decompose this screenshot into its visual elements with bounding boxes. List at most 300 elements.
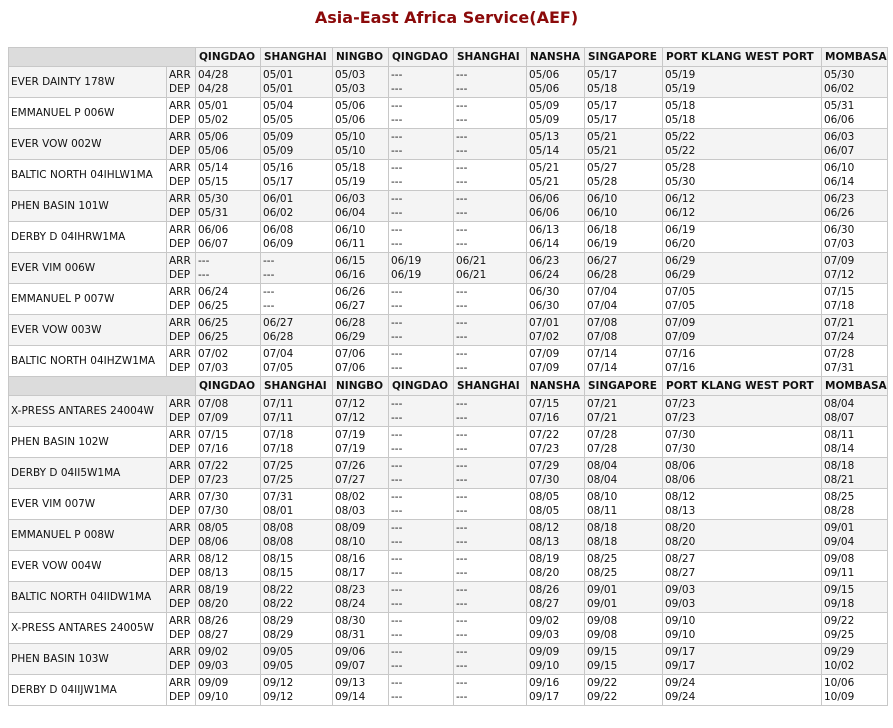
departure-date: 06/28: [587, 269, 618, 281]
schedule-cell: [822, 129, 888, 160]
arrival-date: 05/04: [263, 100, 294, 112]
schedule-cell: [822, 427, 888, 458]
schedule-cell: [454, 346, 527, 377]
schedule-cell: [527, 644, 585, 675]
arrival-date: 09/16: [529, 677, 560, 689]
departure-date: 07/12: [824, 269, 855, 281]
arrival-date: 09/24: [665, 677, 696, 689]
arrival-date: 08/08: [263, 522, 294, 534]
schedule-cell: [196, 427, 261, 458]
schedule-cell: [196, 644, 261, 675]
arrival-date: 08/27: [665, 553, 696, 565]
arrival-date: 05/30: [824, 69, 855, 81]
departure-date: 08/11: [587, 505, 618, 517]
schedule-cell: [663, 675, 822, 706]
departure-date: 08/06: [665, 474, 696, 486]
arrival-date: 06/12: [665, 193, 696, 205]
departure-date: 07/21: [587, 412, 618, 424]
schedule-cell: [333, 191, 389, 222]
arrival-date: 08/16: [335, 553, 366, 565]
arrival-date: ---: [391, 646, 403, 658]
schedule-cell: [527, 315, 585, 346]
arrival-date: 05/21: [587, 131, 618, 143]
schedule-cell: [196, 551, 261, 582]
departure-date: 08/05: [529, 505, 560, 517]
departure-date: ---: [391, 412, 403, 424]
arrival-date: 06/06: [529, 193, 560, 205]
arrival-date: ---: [456, 193, 468, 205]
vessel-name: DERBY D 04IIJW1MA: [9, 675, 167, 706]
arrival-date: ---: [456, 224, 468, 236]
schedule-cell: [822, 458, 888, 489]
schedule-cell: [822, 396, 888, 427]
arrival-date: 06/10: [587, 193, 618, 205]
vessel-row: [9, 675, 888, 706]
arrival-date: ---: [263, 255, 275, 267]
departure-date: 09/10: [198, 691, 229, 703]
arrival-date: 05/18: [335, 162, 366, 174]
schedule-cell: [454, 315, 527, 346]
departure-date: ---: [456, 176, 468, 188]
port-header: SINGAPORE: [585, 48, 663, 67]
departure-date: 05/17: [587, 114, 618, 126]
port-header: NINGBO: [333, 48, 389, 67]
schedule-cell: [663, 551, 822, 582]
schedule-cell: [333, 551, 389, 582]
vessel-row: [9, 222, 888, 253]
arrival-date: 07/19: [335, 429, 366, 441]
schedule-cell: [196, 191, 261, 222]
arrival-date: 08/18: [824, 460, 855, 472]
arrival-date: 09/17: [665, 646, 696, 658]
departure-date: 09/17: [529, 691, 560, 703]
departure-date: ---: [456, 238, 468, 250]
arr-dep-label: [167, 191, 196, 222]
departure-date: ---: [391, 238, 403, 250]
schedule-cell: [585, 613, 663, 644]
departure-date: 06/24: [529, 269, 560, 281]
vessel-name: EMMANUEL P 006W: [9, 98, 167, 129]
schedule-cell: [196, 253, 261, 284]
departure-date: 07/12: [335, 412, 366, 424]
arrival-date: 07/04: [263, 348, 294, 360]
departure-date: 09/14: [335, 691, 366, 703]
vessel-row: [9, 551, 888, 582]
arrival-date: 07/11: [263, 398, 294, 410]
departure-date: 07/24: [824, 331, 855, 343]
departure-date: 06/12: [665, 207, 696, 219]
arrival-date: ---: [391, 348, 403, 360]
schedule-cell: [585, 582, 663, 613]
schedule-cell: [454, 98, 527, 129]
departure-date: 08/25: [587, 567, 618, 579]
departure-date: 07/23: [529, 443, 560, 455]
dep-label: DEP: [169, 567, 191, 579]
arrival-date: ---: [456, 286, 468, 298]
arrival-date: 05/28: [665, 162, 696, 174]
arrival-date: 08/09: [335, 522, 366, 534]
arrival-date: 07/14: [587, 348, 618, 360]
departure-date: ---: [391, 505, 403, 517]
departure-date: 09/15: [587, 660, 618, 672]
arrival-date: 08/19: [198, 584, 229, 596]
departure-date: 08/24: [335, 598, 366, 610]
arrival-date: 08/02: [335, 491, 366, 503]
arrival-date: 07/15: [529, 398, 560, 410]
arrival-date: 05/17: [587, 100, 618, 112]
arrival-date: 06/30: [529, 286, 560, 298]
schedule-cell: [585, 67, 663, 98]
vessel-name: DERBY D 04IHRW1MA: [9, 222, 167, 253]
vessel-row: [9, 346, 888, 377]
arrival-date: 09/29: [824, 646, 855, 658]
schedule-cell: [196, 613, 261, 644]
departure-date: 06/10: [587, 207, 618, 219]
schedule-cell: [527, 160, 585, 191]
arrival-date: ---: [391, 584, 403, 596]
arrival-date: 06/18: [587, 224, 618, 236]
arrival-date: ---: [391, 429, 403, 441]
schedule-cell: [527, 489, 585, 520]
departure-date: 05/09: [529, 114, 560, 126]
arrival-date: 05/19: [665, 69, 696, 81]
arr-dep-label: [167, 98, 196, 129]
schedule-cell: [196, 160, 261, 191]
vessel-name: EVER VOW 003W: [9, 315, 167, 346]
schedule-cell: [333, 427, 389, 458]
schedule-cell: [822, 315, 888, 346]
arrival-date: 06/03: [335, 193, 366, 205]
vessel-row: [9, 315, 888, 346]
departure-date: 05/21: [529, 176, 560, 188]
arrival-date: ---: [456, 584, 468, 596]
schedule-table: [8, 47, 888, 706]
schedule-cell: [663, 346, 822, 377]
departure-date: 08/01: [263, 505, 294, 517]
departure-date: 09/03: [198, 660, 229, 672]
arrival-date: ---: [391, 100, 403, 112]
vessel-row: [9, 489, 888, 520]
dep-label: DEP: [169, 474, 191, 486]
arrival-date: ---: [456, 460, 468, 472]
arrival-date: ---: [391, 460, 403, 472]
departure-date: ---: [456, 412, 468, 424]
arrival-date: 08/06: [665, 460, 696, 472]
arrival-date: 07/09: [529, 348, 560, 360]
arr-dep-label: [167, 253, 196, 284]
arrival-date: 07/18: [263, 429, 294, 441]
departure-date: 06/07: [198, 238, 229, 250]
port-header: SHANGHAI: [454, 377, 527, 396]
arrival-date: ---: [391, 398, 403, 410]
schedule-cell: [663, 644, 822, 675]
arrival-date: 08/30: [335, 615, 366, 627]
departure-date: 08/20: [198, 598, 229, 610]
arrival-date: 07/30: [665, 429, 696, 441]
schedule-cell: [389, 222, 454, 253]
arrival-date: 07/05: [665, 286, 696, 298]
arrival-date: 09/08: [824, 553, 855, 565]
arrival-date: 04/28: [198, 69, 229, 81]
arrival-date: 09/06: [335, 646, 366, 658]
departure-date: 08/04: [587, 474, 618, 486]
dep-label: DEP: [169, 207, 191, 219]
schedule-cell: [333, 98, 389, 129]
departure-date: 06/06: [529, 207, 560, 219]
departure-date: 06/09: [263, 238, 294, 250]
schedule-cell: [261, 644, 333, 675]
dep-label: DEP: [169, 300, 191, 312]
arrival-date: ---: [456, 522, 468, 534]
arr-dep-label: [167, 346, 196, 377]
departure-date: ---: [391, 362, 403, 374]
arrival-date: ---: [456, 317, 468, 329]
arr-dep-label: [167, 520, 196, 551]
arrival-date: ---: [456, 677, 468, 689]
arrival-date: 06/06: [198, 224, 229, 236]
arrival-date: ---: [391, 491, 403, 503]
departure-date: 06/30: [529, 300, 560, 312]
arrival-date: ---: [456, 491, 468, 503]
schedule-cell: [196, 98, 261, 129]
arrival-date: ---: [456, 348, 468, 360]
schedule-cell: [196, 675, 261, 706]
schedule-cell: [261, 253, 333, 284]
departure-date: 06/28: [263, 331, 294, 343]
departure-date: 05/19: [335, 176, 366, 188]
departure-date: 05/02: [198, 114, 229, 126]
schedule-cell: [454, 520, 527, 551]
schedule-cell: [261, 346, 333, 377]
departure-date: 05/09: [263, 145, 294, 157]
arrival-date: ---: [391, 69, 403, 81]
departure-date: 09/17: [665, 660, 696, 672]
schedule-cell: [585, 520, 663, 551]
departure-date: 09/04: [824, 536, 855, 548]
arrival-date: 06/03: [824, 131, 855, 143]
departure-date: 06/25: [198, 331, 229, 343]
arrival-date: 05/09: [263, 131, 294, 143]
schedule-cell: [333, 222, 389, 253]
schedule-cell: [663, 253, 822, 284]
departure-date: 09/25: [824, 629, 855, 641]
schedule-cell: [196, 284, 261, 315]
arrival-date: 06/08: [263, 224, 294, 236]
arr-dep-label: [167, 396, 196, 427]
departure-date: 08/27: [665, 567, 696, 579]
departure-date: 06/29: [335, 331, 366, 343]
arrival-date: ---: [456, 646, 468, 658]
schedule-cell: [261, 160, 333, 191]
departure-date: 05/21: [587, 145, 618, 157]
arrival-date: 07/29: [529, 460, 560, 472]
departure-date: ---: [391, 598, 403, 610]
departure-date: 07/14: [587, 362, 618, 374]
arr-dep-label: [167, 613, 196, 644]
schedule-cell: [196, 489, 261, 520]
schedule-cell: [261, 129, 333, 160]
schedule-cell: [389, 675, 454, 706]
vessel-name: EMMANUEL P 007W: [9, 284, 167, 315]
vessel-name: PHEN BASIN 101W: [9, 191, 167, 222]
schedule-cell: [261, 582, 333, 613]
schedule-cell: [663, 191, 822, 222]
arrival-date: 05/18: [665, 100, 696, 112]
arrival-date: 08/26: [198, 615, 229, 627]
dep-label: DEP: [169, 412, 191, 424]
arrival-date: 05/27: [587, 162, 618, 174]
schedule-cell: [389, 98, 454, 129]
departure-date: ---: [456, 114, 468, 126]
schedule-cell: [585, 458, 663, 489]
departure-date: 05/17: [263, 176, 294, 188]
departure-date: 05/14: [529, 145, 560, 157]
vessel-row: [9, 582, 888, 613]
arrival-date: 09/01: [587, 584, 618, 596]
departure-date: 06/21: [456, 269, 487, 281]
arr-label: ARR: [169, 553, 191, 565]
arrival-date: ---: [391, 131, 403, 143]
page-title: Asia-East Africa Service(AEF): [314, 8, 579, 27]
schedule-cell: [585, 160, 663, 191]
departure-date: 06/11: [335, 238, 366, 250]
schedule-cell: [454, 284, 527, 315]
schedule-cell: [585, 346, 663, 377]
arr-label: ARR: [169, 646, 191, 658]
arrival-date: 09/10: [665, 615, 696, 627]
schedule-cell: [822, 520, 888, 551]
departure-date: ---: [391, 691, 403, 703]
arrival-date: 05/14: [198, 162, 229, 174]
departure-date: 09/08: [587, 629, 618, 641]
schedule-cell: [333, 396, 389, 427]
schedule-cell: [527, 191, 585, 222]
departure-date: 07/16: [665, 362, 696, 374]
schedule-cell: [527, 222, 585, 253]
departure-date: 08/31: [335, 629, 366, 641]
schedule-cell: [333, 346, 389, 377]
arrival-date: 05/13: [529, 131, 560, 143]
schedule-cell: [261, 98, 333, 129]
dep-label: DEP: [169, 238, 191, 250]
schedule-cell: [527, 98, 585, 129]
schedule-cell: [261, 67, 333, 98]
schedule-cell: [663, 315, 822, 346]
departure-date: ---: [456, 474, 468, 486]
schedule-cell: [389, 551, 454, 582]
schedule-cell: [196, 129, 261, 160]
arr-dep-label: [167, 315, 196, 346]
arrival-date: ---: [391, 553, 403, 565]
port-header: SHANGHAI: [454, 48, 527, 67]
schedule-cell: [333, 489, 389, 520]
schedule-cell: [261, 458, 333, 489]
schedule-cell: [389, 427, 454, 458]
schedule-cell: [527, 396, 585, 427]
departure-date: 08/13: [198, 567, 229, 579]
arr-dep-label: [167, 129, 196, 160]
departure-date: ---: [456, 536, 468, 548]
schedule-cell: [389, 613, 454, 644]
schedule-cell: [663, 458, 822, 489]
schedule-cell: [454, 582, 527, 613]
schedule-cell: [527, 675, 585, 706]
schedule-cell: [454, 253, 527, 284]
arrival-date: 09/09: [198, 677, 229, 689]
schedule-cell: [389, 489, 454, 520]
schedule-cell: [663, 613, 822, 644]
dep-label: DEP: [169, 145, 191, 157]
schedule-cell: [261, 489, 333, 520]
arr-label: ARR: [169, 69, 191, 81]
schedule-cell: [454, 458, 527, 489]
port-header: SINGAPORE: [585, 377, 663, 396]
schedule-cell: [261, 222, 333, 253]
arrival-date: 07/12: [335, 398, 366, 410]
schedule-cell: [196, 396, 261, 427]
departure-date: ---: [456, 660, 468, 672]
schedule-cell: [196, 346, 261, 377]
arrival-date: 08/05: [198, 522, 229, 534]
arrival-date: 05/21: [529, 162, 560, 174]
departure-date: 07/09: [665, 331, 696, 343]
departure-date: 07/18: [263, 443, 294, 455]
departure-date: 05/18: [665, 114, 696, 126]
arrival-date: 07/21: [824, 317, 855, 329]
departure-date: ---: [391, 176, 403, 188]
departure-date: 06/07: [824, 145, 855, 157]
arrival-date: 07/22: [529, 429, 560, 441]
arrival-date: 06/23: [824, 193, 855, 205]
schedule-cell: [261, 315, 333, 346]
departure-date: 05/06: [198, 145, 229, 157]
schedule-cell: [454, 160, 527, 191]
arrival-date: 06/27: [587, 255, 618, 267]
departure-date: 08/29: [263, 629, 294, 641]
arrival-date: 09/15: [587, 646, 618, 658]
arrival-date: 09/02: [198, 646, 229, 658]
arrival-date: 09/09: [529, 646, 560, 658]
arr-dep-label: [167, 458, 196, 489]
schedule-cell: [389, 644, 454, 675]
port-header: SHANGHAI: [261, 48, 333, 67]
departure-date: 09/03: [529, 629, 560, 641]
schedule-cell: [527, 129, 585, 160]
schedule-cell: [196, 67, 261, 98]
schedule-cell: [389, 160, 454, 191]
schedule-cell: [663, 489, 822, 520]
arrival-date: 08/04: [587, 460, 618, 472]
schedule-cell: [261, 427, 333, 458]
departure-date: ---: [263, 269, 275, 281]
departure-date: 05/15: [198, 176, 229, 188]
vessel-row: [9, 253, 888, 284]
schedule-cell: [527, 582, 585, 613]
schedule-cell: [454, 191, 527, 222]
schedule-cell: [196, 582, 261, 613]
departure-date: ---: [391, 331, 403, 343]
schedule-cell: [822, 253, 888, 284]
vessel-name: DERBY D 04II5W1MA: [9, 458, 167, 489]
departure-date: 09/10: [529, 660, 560, 672]
departure-date: 07/02: [529, 331, 560, 343]
departure-date: 08/20: [529, 567, 560, 579]
arr-dep-label: [167, 675, 196, 706]
schedule-cell: [333, 67, 389, 98]
departure-date: 09/12: [263, 691, 294, 703]
departure-date: 10/02: [824, 660, 855, 672]
arrival-date: 09/05: [263, 646, 294, 658]
